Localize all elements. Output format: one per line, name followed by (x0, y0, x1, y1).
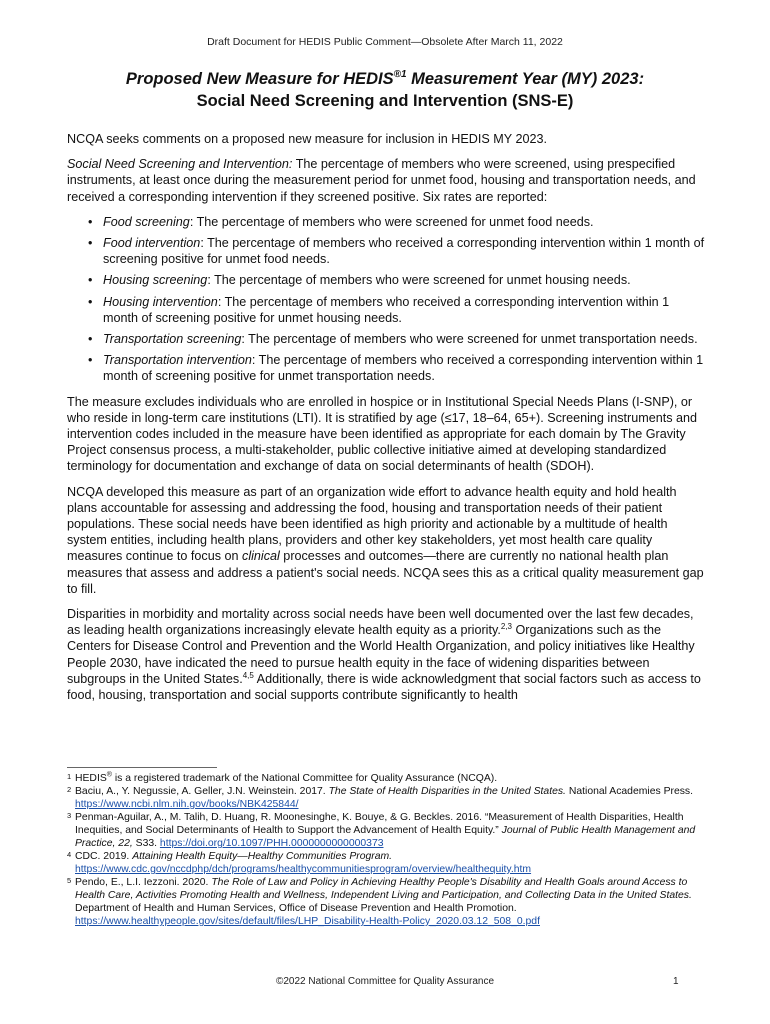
list-item: • Food intervention: The percentage of members who received a corresponding intervention within 1 month of screening positive for unmet food needs. (88, 236, 705, 267)
title-line-1: Proposed New Measure for $HEDIS^{®1}$ Measurement Year (MY) 2023: (125, 68, 645, 88)
list-item: • Transportation screening: The percentage of members who were screened for unmet transportation needs. (88, 332, 698, 347)
footnote-1: 1 HEDIS® is a registered trademark of the National Committee for Quality Assurance (NCQA). (67, 771, 498, 784)
footnote-link[interactable]: https://www.healthypeople.gov/sites/default/files/LHP_Disability-Health-Policy_2020.03.12_508_0.pdf (75, 916, 540, 927)
ncqa-paragraph: NCQA developed this measure as part of an organization wide effort to advance health equity and hold health plans accountable for assessing and addressing the food, housing and transportation needs of their patient populations. These social needs have been identified as high priority and actionable by a multitude of health system entities, including health plans, providers and other key stakeholders, yet most health care quality measures continue to focus on clinical processes and outcomes—there are currently no national health plan measures that assess and address a patient's social needs. NCQA sees this as a critical quality measurement gap to fill. (67, 484, 704, 596)
bullet-icon: • (88, 273, 93, 288)
list-item: • Housing screening: The percentage of members who were screened for unmet housing needs. (88, 273, 631, 288)
footnote-2: 2 Baciu, A., Y. Negussie, A. Geller, J.N. Weinstein. 2017. The State of Health Disparities in the United States. National Academies Press. https://www.ncbi.nlm.nih.gov/books/NBK425844/ (67, 785, 694, 810)
footnote-link[interactable]: https://www.cdc.gov/nccdphp/dch/programs/healthycommunitiesprogram/overview/healthequity.htm (75, 864, 532, 875)
bullet-icon: • (88, 236, 93, 251)
page-number: 1 (673, 976, 679, 987)
definition-label: Social Need Screening and Intervention: (67, 157, 293, 172)
footnote-link[interactable]: https://doi.org/10.1097/PHH.0000000000000373 (159, 838, 384, 849)
footnote-ref[interactable]: 2,3 (500, 622, 512, 632)
running-header: Draft Document for HEDIS Public Comment—Obsolete After March 11, 2022 (207, 36, 563, 48)
rates-list (67, 214, 707, 385)
definition-paragraph: Social Need Screening and Intervention: The percentage of members who were screened, using prespecified instruments, at least once during the measurement period for unmet food, housing and transportation needs, and received a corresponding intervention if they screened positive. Six rates are reported: (67, 157, 696, 204)
footnote-4: 4 CDC. 2019. Attaining Health Equity—Healthy Communities Program. https://www.cdc.gov/nccdphp/dch/programs/healthycommunitiesprogram/overview/healthequity.htm (67, 850, 532, 875)
bullet-icon: • (88, 294, 93, 309)
body-content (67, 131, 707, 712)
footnote-ref[interactable]: 4,5 (242, 670, 254, 680)
bullet-icon: • (88, 332, 93, 347)
intro-paragraph: NCQA seeks comments on a proposed new measure for inclusion in HEDIS MY 2023. (67, 132, 547, 146)
footnote-divider (67, 767, 217, 768)
document-title (40, 68, 730, 112)
list-item: • Food screening: The percentage of members who were screened for unmet food needs. (88, 214, 594, 229)
bullet-icon: • (88, 353, 93, 368)
title-line-2: Social Need Screening and Intervention (SNS-E) (196, 92, 574, 110)
bullet-icon: • (88, 214, 93, 229)
footnotes (67, 772, 707, 928)
title-superscript: ®1 (393, 68, 407, 80)
list-item: • Transportation intervention: The percentage of members who received a corresponding intervention within 1 month of screening positive for unmet transportation needs. (88, 353, 704, 384)
footnote-3: 3 Penman-Aguilar, A., M. Talih, D. Huang, R. Moonesinghe, K. Bouye, & G. Beckles. 2016. “Measurement of Health Disparities, Health Inequities, and Social Determinants of Health to Support the Advancement of Health Equity.” Journal of Public Health Management and Practice, 22, S33. https://doi.org/10.1097/PHH.0000000000000373 (67, 811, 696, 849)
footnote-5: 5 Pendo, E., L.I. Iezzoni. 2020. The Role of Law and Policy in Achieving Healthy People's Disability and Health Goals around Access to Health Care, Activities Promoting Health and Wellness, Independent Living and Participation, and Collecting Data in the United States. Department of Health and Human Services, Office of Disease Prevention and Health Promotion. https://www.healthypeople.gov/sites/default/files/LHP_Disability-Health-Policy_2020.03.12_508_0.pdf (67, 876, 692, 927)
page-footer: ©2022 National Committee for Quality Assurance (275, 976, 495, 987)
footnote-link[interactable]: https://www.ncbi.nlm.nih.gov/books/NBK425844/ (75, 799, 299, 810)
disparities-paragraph: Disparities in morbidity and mortality across social needs have been well documented over the last few decades, as leading health organizations increasingly elevate health equity as a priority.$^{2,3}$ Organizations such as the Centers for Disease Control and Prevention and the World Health Organization, and policy initiatives like Healthy People 2030, have indicated the need to pursue health equity in the face of widening disparities between subgroups in the United States.$^{4,5}$ Additionally, there is wide acknowledgment that social factors such as access to food, housing, transportation and social supports contribute significantly to health (67, 607, 701, 703)
list-item: • Housing intervention: The percentage of members who received a corresponding intervention within 1 month of screening positive for unmet housing needs. (88, 294, 670, 325)
exclusions-paragraph: The measure excludes individuals who are enrolled in hospice or in Institutional Special Needs Plans (I-SNP), or who reside in long-term care institutions (LTI). It is stratified by age (≤17, 18–64, 65+). Screening instruments and intervention codes included in the measure have been identified as appropriate for each domain by The Gravity Project consensus process, a multi-stakeholder, public collective initiative aimed at developing standardized terminology for documentation and exchange of data on social determinants of health (SDOH). (67, 394, 698, 474)
